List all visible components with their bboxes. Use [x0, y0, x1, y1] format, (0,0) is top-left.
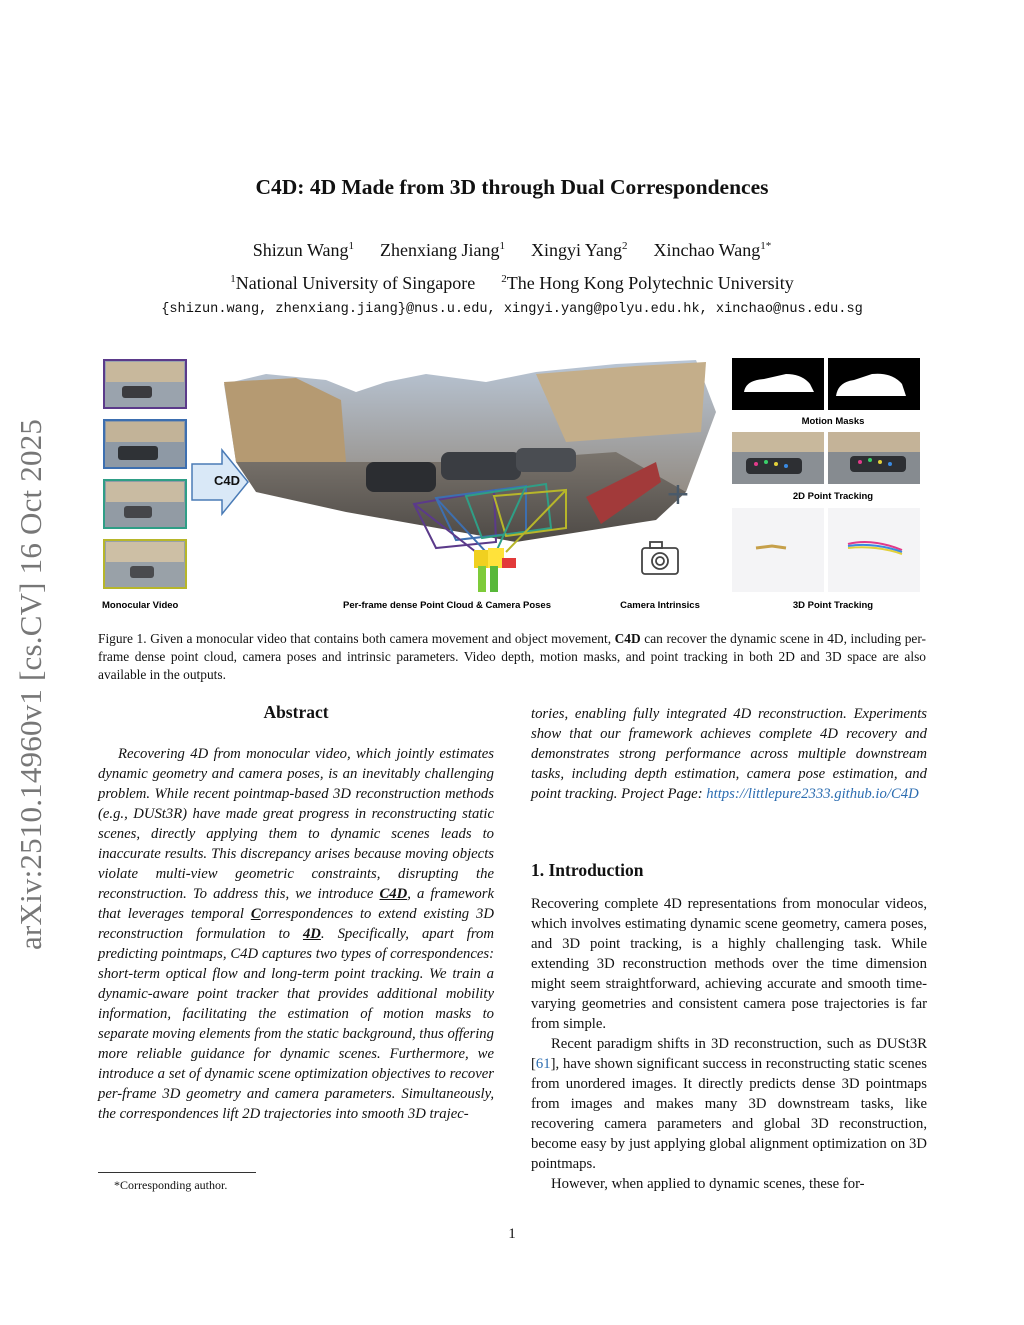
citation-link[interactable]: 61 [535, 1056, 551, 1072]
motion-mask-2 [828, 358, 920, 410]
motion-mask-1 [732, 358, 824, 410]
footnote-rule [98, 1172, 256, 1173]
intro-paragraph-1: Recovering complete 4D representations from monocular videos, which involves estimating dynamic scene geometry, camera poses, and 3D point tracking, is a highly challenging task. While extending 3D reconstruction methods over the time dimension might seem straightforward, achieving accurate and smooth time-varying geometries and consistent camera pose trajectories is far from simple. [531, 896, 927, 1032]
affiliation: $^1$National University of Singapore [230, 273, 476, 293]
figure-caption: Figure 1. Given a monocular video that contains both camera movement and object movement, C4D can recover the dynamic scene in 4D, including per-frame dense point cloud, camera poses and intrinsic parameters. Video depth, motion masks, and point tracking in both 2D and 3D space are also available in the outputs. [98, 631, 926, 682]
camera-centers [474, 548, 516, 592]
c4d-arrow-label: C4D [214, 473, 241, 488]
page-number: 1 [508, 1226, 516, 1242]
author-emails: {shizun.wang, zhenxiang.jiang}@nus.u.edu, xingyi.yang@polyu.edu.hk, xinchao@nus.edu.sg [161, 302, 863, 317]
label-camera-intrinsics: Camera Intrinsics [620, 600, 700, 611]
abstract-text: Recovering 4D from monocular video, which jointly estimates dynamic geometry and camera poses, is an inevitably challenging problem. While recent pointmap-based 3D reconstruction methods (e.g., DUSt3R) have made great progress in reconstructing static scenes, directly applying them to dynamic scenes leads to inaccurate results. This discrepancy arises because moving objects violate multi-view geometric constraints, disrupting the reconstruction. To address this, we introduce C4D, a framework that leverages temporal Correspondences to extend existing 3D reconstruction formulation to 4D. Specifically, apart from predicting pointmaps, C4D captures two types of correspondences: short-term optical flow and long-term point tracking. We train a dynamic-aware point tracker that provides additional mobility information, facilitating the estimation of motion masks to separate moving elements from the static background, thus offering more reliable guidance for dynamic scenes. Furthermore, we introduce a set of dynamic scene optimization objectives to recover per-frame 3D geometry and camera parameters. Simultaneously, the correspondences lift 2D trajectories into smooth 3D trajec- [98, 746, 494, 1122]
project-page-link[interactable]: https://littlepure2333.github.io/C4D [706, 786, 919, 802]
video-frame-3 [104, 480, 186, 528]
tracking-3d-panel-2 [828, 508, 920, 592]
intro-paragraph-3: However, when applied to dynamic scenes, these for- [551, 1176, 865, 1192]
video-frame-1 [104, 360, 186, 408]
video-frame-4 [104, 540, 186, 588]
author: Xingyi Yang$^2$ [530, 240, 628, 260]
plus-sign: + [665, 477, 691, 512]
author: Shizun Wang$^1$ [252, 240, 354, 260]
tracking-2d-frame-2 [828, 432, 920, 484]
author: Zhenxiang Jiang$^1$ [380, 240, 505, 260]
tracking-2d-frame-1 [732, 432, 824, 484]
label-3d-tracking: 3D Point Tracking [792, 600, 874, 611]
point-cloud-scene [224, 360, 716, 542]
abstract-heading: Abstract [263, 702, 329, 722]
author-list [0, 240, 1024, 261]
affiliation: $^2$The Hong Kong Polytechnic University [501, 273, 794, 293]
label-point-cloud: Per-frame dense Point Cloud & Camera Poses [342, 600, 552, 611]
video-frame-2 [104, 420, 186, 468]
tracking-3d-panel-1 [732, 508, 824, 592]
affiliation-list [0, 273, 1024, 294]
intro-paragraph-2: Recent paradigm shifts in 3D reconstruction, such as DUSt3R [61], have shown significant success in reconstructing static scenes from unordered images. It directly predicts dense 3D pointmaps from images and makes many 3D downstream tasks, like recovering camera parameters and global 3D reconstruction, become easy by just applying global alignment optimization on 3D pointmaps. [531, 1036, 927, 1172]
label-monocular-video: Monocular Video [102, 600, 179, 611]
author: Xinchao Wang$^{1*}$ [653, 240, 772, 260]
teaser-figure [96, 352, 931, 617]
arxiv-stamp: arXiv:2510.14960v1 [cs.CV] 16 Oct 2025 [13, 418, 48, 950]
label-2d-tracking: 2D Point Tracking [792, 491, 874, 502]
label-motion-masks: Motion Masks [801, 416, 865, 427]
camera-icon [642, 542, 678, 574]
teaser-figure-graphic [96, 352, 931, 617]
introduction-heading: 1. Introduction [531, 860, 644, 880]
abstract-continuation: tories, enabling fully integrated 4D reconstruction. Experiments show that our framework achieves complete 4D recovery and demonstrates strong performance across multiple downstream tasks, including depth estimation, camera pose estimation, and point tracking. Project Page: https://littlepure2333.github.io/C4D [531, 706, 927, 802]
paper-title: C4D: 4D Made from 3D through Dual Correspondences [255, 175, 769, 199]
footnote: *Corresponding author. [114, 1178, 228, 1192]
